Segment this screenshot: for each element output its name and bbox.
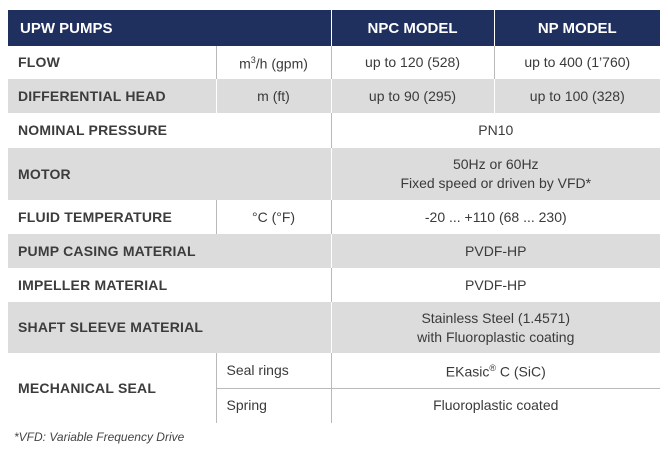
head-np-value: up to 100 (328) — [494, 79, 660, 113]
seal-spring-label: Spring — [216, 388, 331, 423]
seal-label: MECHANICAL SEAL — [18, 379, 157, 396]
row-pump-casing — [8, 234, 660, 268]
table-header-row — [8, 10, 660, 46]
seal-rings-value: EKasic® C (SiC) — [331, 353, 660, 388]
temp-value: -20 ... +110 (68 ... 230) — [331, 200, 660, 234]
row-motor — [8, 148, 660, 200]
row-fluid-temperature — [8, 200, 660, 234]
row-impeller — [8, 268, 660, 302]
impeller-label: IMPELLER MATERIAL — [18, 276, 168, 293]
motor-label: MOTOR — [8, 148, 331, 200]
header-np-model: NP MODEL — [494, 10, 660, 46]
row-flow — [8, 46, 660, 79]
casing-value: PVDF-HP — [331, 234, 660, 268]
upw-pumps-table — [8, 10, 660, 423]
motor-value: 50Hz or 60Hz Fixed speed or driven by VFD* — [331, 148, 660, 200]
flow-label: FLOW — [18, 54, 61, 70]
head-npc-value: up to 90 (295) — [331, 79, 494, 113]
seal-spring-value: Fluoroplastic coated — [331, 388, 660, 423]
header-title: UPW PUMPS — [8, 10, 331, 46]
row-shaft-sleeve — [8, 302, 660, 353]
temp-label: FLUID TEMPERATURE — [18, 208, 173, 225]
flow-np-value: up to 400 (1’760) — [494, 46, 660, 79]
pressure-value: PN10 — [331, 113, 660, 148]
temp-unit: °C (°F) — [216, 200, 331, 234]
flow-npc-value: up to 120 (528) — [331, 46, 494, 79]
row-nominal-pressure — [8, 113, 660, 148]
head-label: DIFFERENTIAL HEAD — [8, 79, 216, 113]
seal-rings-label: Seal rings — [216, 353, 331, 388]
footnote: *VFD: Variable Frequency Drive — [14, 430, 185, 444]
head-unit: m (ft) — [216, 79, 331, 113]
flow-unit: $m^3/h$ (gpm) — [216, 46, 331, 79]
pressure-label: NOMINAL PRESSURE — [18, 122, 168, 138]
sleeve-label: SHAFT SLEEVE MATERIAL — [8, 302, 331, 353]
row-seal-rings — [8, 353, 660, 388]
impeller-value: PVDF-HP — [331, 268, 660, 302]
casing-label: PUMP CASING MATERIAL — [8, 234, 331, 268]
header-npc-model: NPC MODEL — [331, 10, 494, 46]
sleeve-value: Stainless Steel (1.4571) with Fluoroplastic coating — [331, 302, 660, 353]
row-differential-head — [8, 79, 660, 113]
